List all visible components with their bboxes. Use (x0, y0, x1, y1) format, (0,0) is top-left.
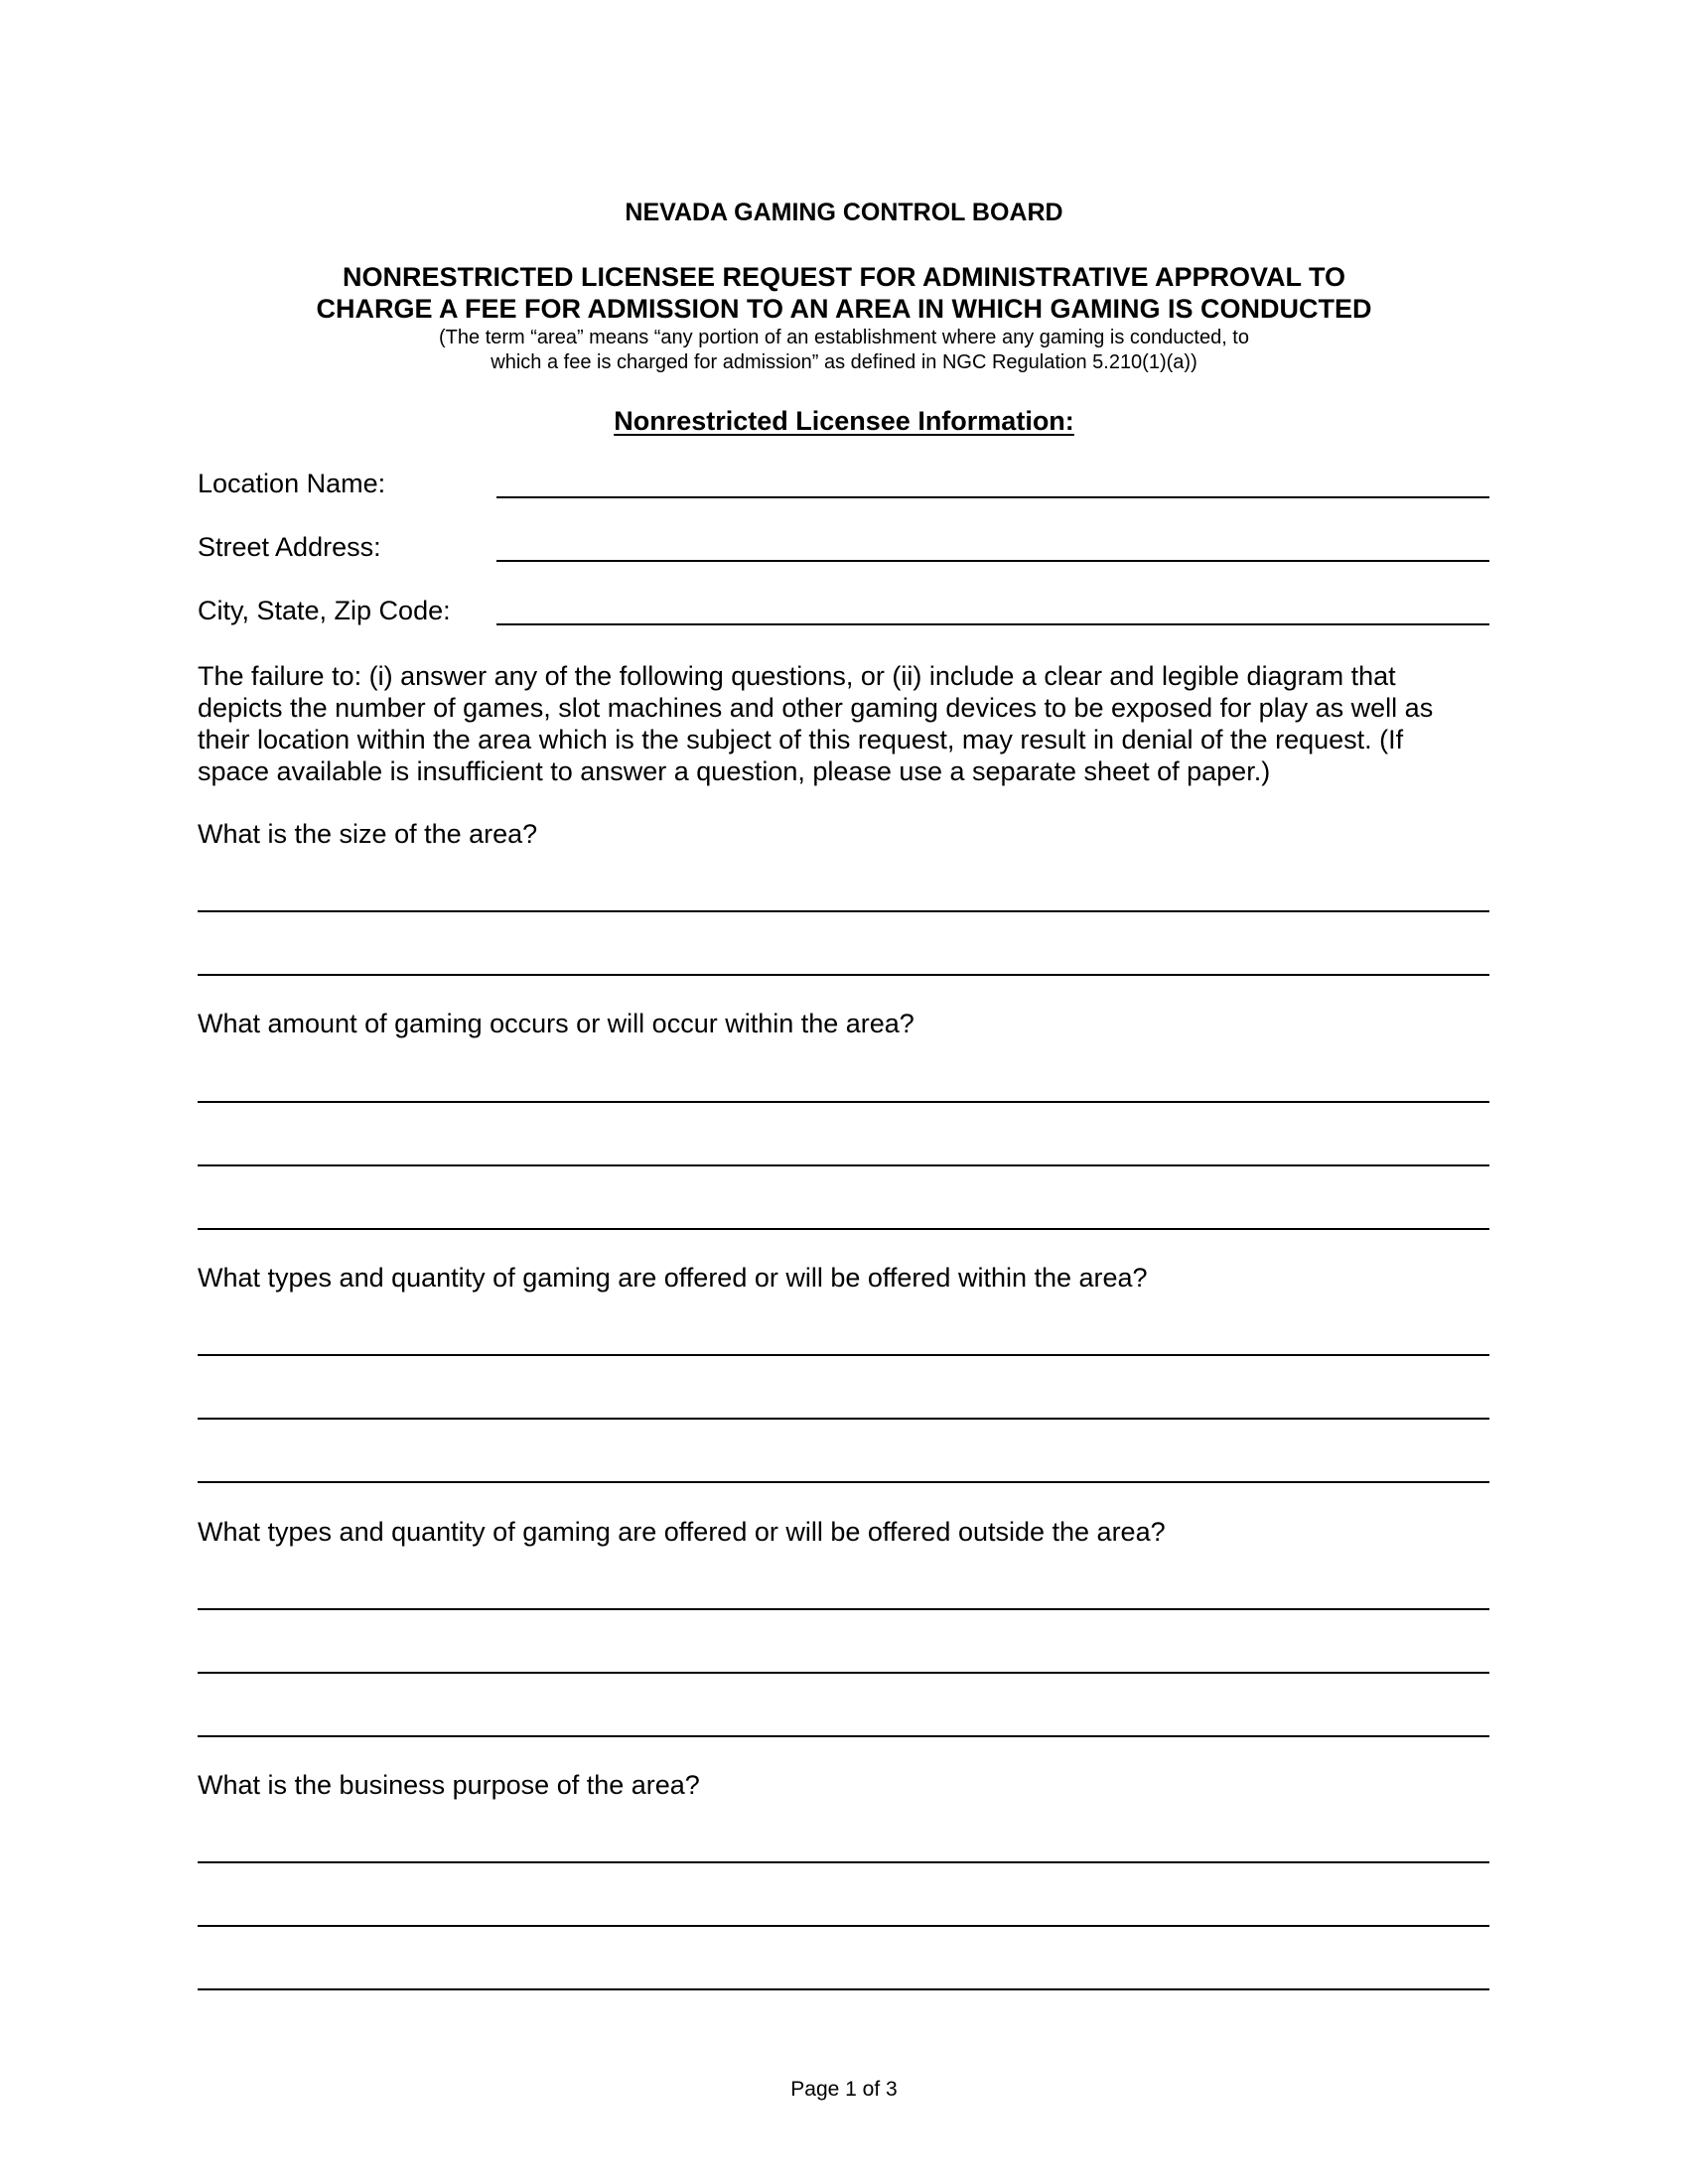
answer-line[interactable] (198, 1735, 1489, 1737)
answer-line[interactable] (198, 1354, 1489, 1356)
answer-line[interactable] (198, 910, 1489, 912)
question-gaming-outside-area: What types and quantity of gaming are offered or will be offered outside the area? (198, 1517, 1166, 1547)
instructions-line-4: space available is insufficient to answer a question, please use a separate sheet of paper.) (198, 756, 1271, 786)
answer-line[interactable] (198, 1608, 1489, 1610)
section-heading: Nonrestricted Licensee Information: (614, 406, 1074, 436)
answer-line[interactable] (198, 1988, 1489, 1990)
city-state-zip-label: City, State, Zip Code: (198, 596, 451, 625)
answer-line[interactable] (198, 974, 1489, 976)
answer-line[interactable] (198, 1164, 1489, 1166)
question-gaming-amount: What amount of gaming occurs or will occur within the area? (198, 1009, 914, 1038)
area-definition (0, 326, 1688, 375)
street-address-label: Street Address: (198, 532, 381, 562)
agency-name: NEVADA GAMING CONTROL BOARD (625, 199, 1063, 226)
answer-line[interactable] (198, 1101, 1489, 1103)
question-gaming-within-area: What types and quantity of gaming are offered or will be offered within the area? (198, 1263, 1148, 1293)
question-business-purpose: What is the business purpose of the area? (198, 1770, 700, 1800)
answer-line[interactable] (198, 1925, 1489, 1927)
instructions-line-3: their location within the area which is the subject of this request, may result in denial of the request. (If (198, 725, 1404, 754)
form-title-line-2: CHARGE A FEE FOR ADMISSION TO AN AREA IN WHICH GAMING IS CONDUCTED (316, 294, 1372, 324)
answer-line[interactable] (198, 1228, 1489, 1230)
answer-line[interactable] (198, 1481, 1489, 1483)
answer-line[interactable] (198, 1861, 1489, 1863)
location-name-field[interactable] (496, 496, 1489, 498)
instructions-paragraph (198, 660, 1498, 787)
page-number: Page 1 of 3 (790, 2078, 898, 2101)
instructions-line-1: The failure to: (i) answer any of the following questions, or (ii) include a clear and legible diagram that (198, 661, 1396, 691)
location-name-label: Location Name: (198, 469, 386, 498)
answer-line[interactable] (198, 1672, 1489, 1674)
form-title-line-1: NONRESTRICTED LICENSEE REQUEST FOR ADMINISTRATIVE APPROVAL TO (342, 262, 1346, 292)
form-title (0, 261, 1688, 325)
city-state-zip-field[interactable] (496, 623, 1489, 625)
answer-line[interactable] (198, 1418, 1489, 1420)
area-definition-line-2: which a fee is charged for admission” as defined in NGC Regulation 5.210(1)(a)) (491, 351, 1197, 373)
instructions-line-2: depicts the number of games, slot machines and other gaming devices to be exposed for play as well as (198, 693, 1434, 723)
area-definition-line-1: (The term “area” means “any portion of an establishment where any gaming is conducted, to (439, 327, 1249, 348)
question-area-size: What is the size of the area? (198, 819, 538, 849)
street-address-field[interactable] (496, 560, 1489, 562)
